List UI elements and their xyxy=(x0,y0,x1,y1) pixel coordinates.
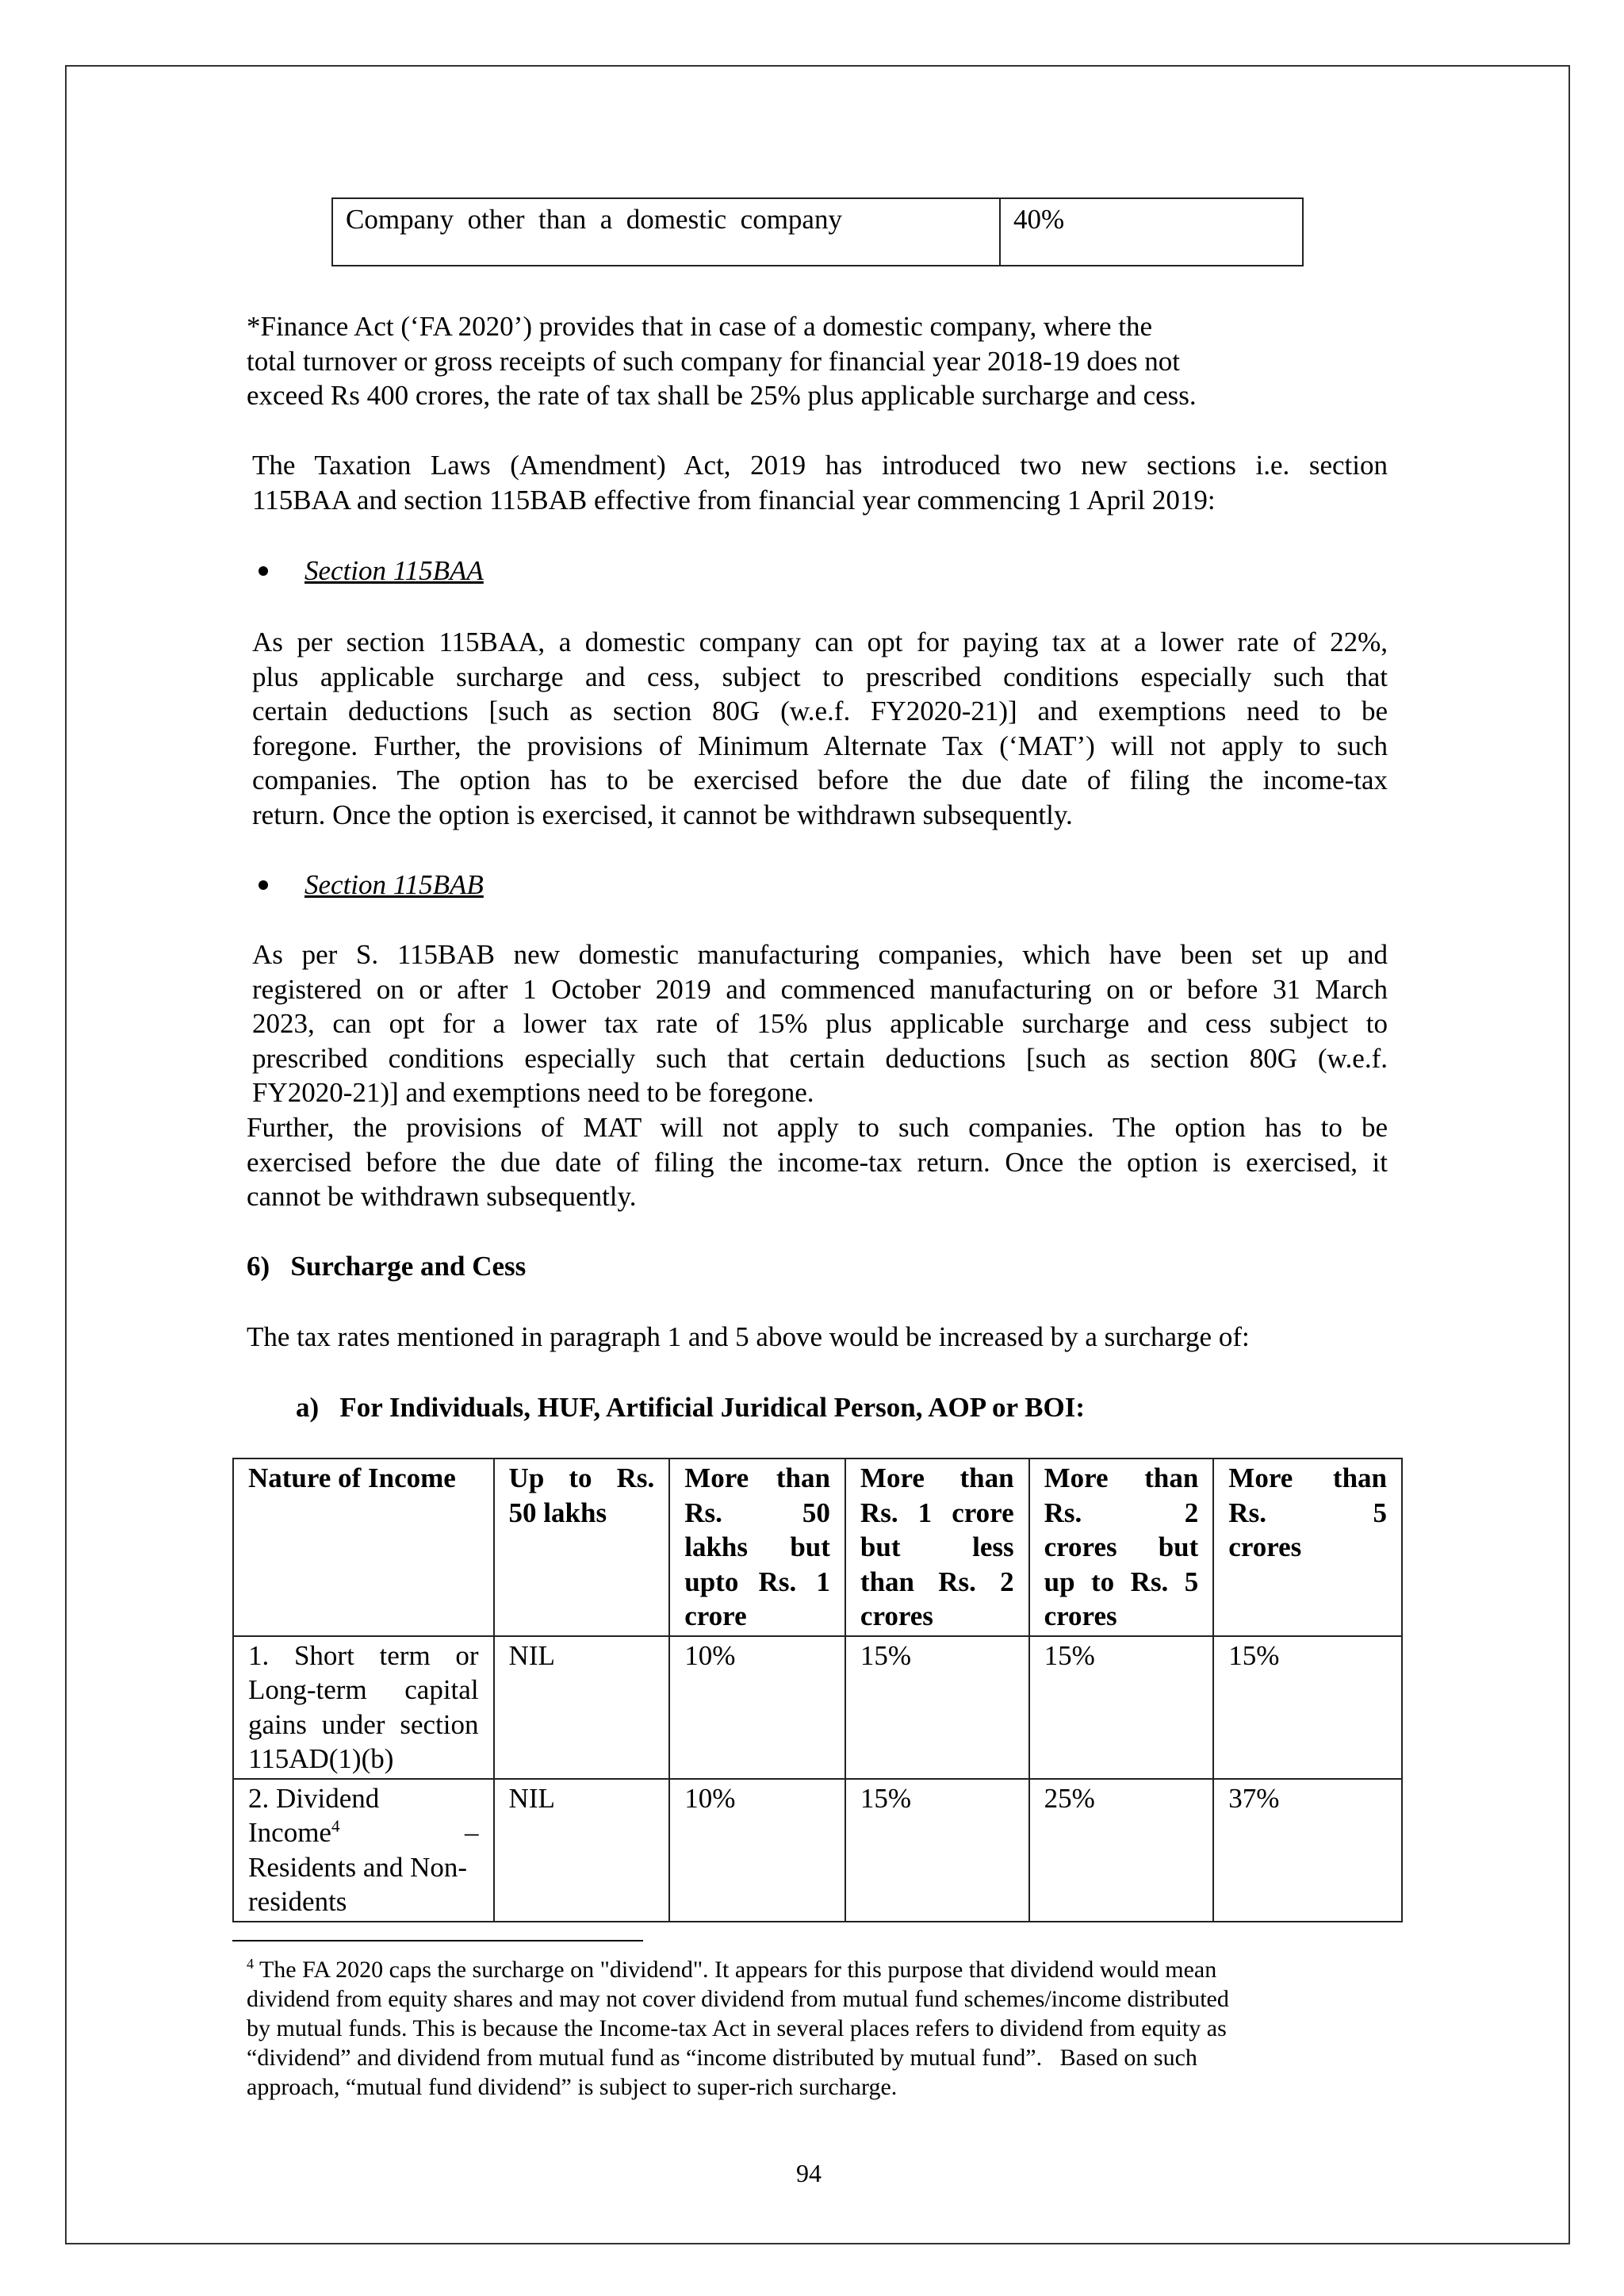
value-cell: 15% xyxy=(845,1636,1029,1779)
footnote-line: approach, “mutual fund dividend” is subject to super-rich surcharge. xyxy=(247,2074,898,2100)
header-text: up to Rs. 5 xyxy=(1044,1566,1199,1597)
header-nature-of-income xyxy=(233,1458,494,1636)
value-cell: 10% xyxy=(669,1636,845,1779)
header-text: More than xyxy=(684,1462,830,1493)
text-line: companies. The option has to be exercised before the due date of filing the income-tax xyxy=(252,765,1388,795)
cell-text: gains under section xyxy=(248,1708,479,1740)
footnote xyxy=(247,1955,1388,2102)
value-cell: 25% xyxy=(1029,1779,1214,1922)
cell-text-line xyxy=(248,1815,479,1850)
bullet-icon xyxy=(259,880,268,890)
header-text: More than xyxy=(860,1462,1014,1493)
text-line: plus applicable surcharge and cess, subject to prescribed conditions especially such that xyxy=(252,661,1388,692)
footnote-marker: 4 xyxy=(247,1956,254,1972)
header-text: Rs. 2 xyxy=(1044,1497,1199,1528)
value-cell: NIL xyxy=(494,1779,670,1922)
header-text: crores but xyxy=(1044,1531,1199,1562)
text-line: 2023, can opt for a lower tax rate of 15% plus applicable surcharge and cess subject to xyxy=(252,1008,1388,1039)
cell-text: 2. Dividend xyxy=(248,1782,380,1814)
text-line: certain deductions [such as section 80G (w.e.f. FY2020-21)] and exemptions need to be xyxy=(252,696,1388,726)
footnote-divider xyxy=(232,1940,643,1941)
value-cell: 15% xyxy=(845,1779,1029,1922)
value-cell: 15% xyxy=(1029,1636,1214,1779)
table-header-row xyxy=(233,1458,1402,1636)
table-row xyxy=(233,1636,1402,1779)
section-115bab-paragraph xyxy=(252,937,1388,1110)
header-text: Up to Rs. xyxy=(508,1462,655,1493)
text-line: return. Once the option is exercised, it cannot be withdrawn subsequently. xyxy=(252,799,1073,830)
section-115baa-heading: Section 115BAA xyxy=(304,555,484,586)
header-1-to-2-crores xyxy=(845,1458,1029,1636)
header-text: crores xyxy=(1228,1531,1302,1562)
page-number: 94 xyxy=(796,2159,822,2187)
cell-text xyxy=(248,1815,339,1850)
header-50-lakhs-to-1-crore xyxy=(669,1458,845,1636)
cell-text: Income xyxy=(248,1817,331,1848)
entity-cell: Company other than a domestic company xyxy=(332,198,1000,266)
value-cell: 10% xyxy=(669,1779,845,1922)
value-cell: NIL xyxy=(494,1636,670,1779)
header-text: Rs. 5 xyxy=(1228,1497,1387,1528)
nature-cell xyxy=(233,1779,494,1922)
section-6-heading: 6) Surcharge and Cess xyxy=(247,1251,527,1282)
table-row xyxy=(332,198,1303,266)
footnote-text: The FA 2020 caps the surcharge on "dividend". It appears for this purpose that dividend would mean xyxy=(254,1957,1217,1983)
cell-text: Residents and Non- xyxy=(248,1851,468,1883)
header-text: Nature of Income xyxy=(248,1462,456,1493)
footnote-line xyxy=(247,1955,1388,1984)
fa2020-note xyxy=(247,309,1293,413)
header-text: lakhs but xyxy=(684,1531,830,1562)
rate-cell: 40% xyxy=(1000,198,1303,266)
text-line: prescribed conditions especially such that certain deductions [such as section 80G (w.e.f. xyxy=(252,1042,1388,1074)
cell-text: Long-term capital xyxy=(248,1674,479,1705)
company-rate-table xyxy=(331,197,1304,266)
text-line: 115BAA and section 115BAB effective from financial year commencing 1 April 2019: xyxy=(252,484,1216,516)
surcharge-intro: The tax rates mentioned in paragraph 1 and 5 above would be increased by a surcharge of: xyxy=(247,1321,1250,1352)
text-line: exercised before the due date of filing the income-tax return. Once the option is exercised, it xyxy=(247,1146,1388,1178)
bullet-icon xyxy=(259,566,268,576)
value-cell: 15% xyxy=(1213,1636,1402,1779)
header-text: than Rs. 2 xyxy=(860,1566,1014,1597)
text-line: Further, the provisions of MAT will not apply to such companies. The option has to be xyxy=(247,1112,1388,1143)
table-row xyxy=(233,1779,1402,1922)
subheading-a: a) For Individuals, HUF, Artificial Juridical Person, AOP or BOI: xyxy=(296,1392,1085,1423)
header-text: crores xyxy=(860,1600,933,1631)
bullet-section-115bab xyxy=(252,868,484,902)
text-line: total turnover or gross receipts of such company for financial year 2018-19 does not xyxy=(247,345,1181,377)
cell-text: residents xyxy=(248,1886,347,1917)
section-115baa-paragraph xyxy=(252,625,1388,832)
footnote-line: dividend from equity shares and may not cover dividend from mutual fund schemes/income distributed xyxy=(247,1986,1229,2012)
header-text: crores xyxy=(1044,1600,1117,1631)
footnote-line: by mutual funds. This is because the Income-tax Act in several places refers to dividend from equity as xyxy=(247,2015,1227,2041)
text-line: exceed Rs 400 crores, the rate of tax shall be 25% plus applicable surcharge and cess. xyxy=(247,380,1197,411)
surcharge-table xyxy=(232,1458,1403,1922)
bullet-section-115baa xyxy=(252,554,484,588)
cell-text: 1. Short term or xyxy=(248,1639,479,1671)
header-text: More than xyxy=(1228,1462,1387,1493)
taxation-laws-paragraph xyxy=(252,448,1388,517)
header-up-to-50-lakhs xyxy=(494,1458,670,1636)
header-more-than-5-crores xyxy=(1213,1458,1402,1636)
footnote-ref: 4 xyxy=(331,1816,340,1836)
header-text: 50 lakhs xyxy=(508,1497,607,1528)
cell-text: 115AD(1)(b) xyxy=(248,1743,394,1774)
cell-text: – xyxy=(465,1817,479,1848)
header-text: Rs. 50 xyxy=(684,1497,830,1528)
header-text: Rs. 1 crore xyxy=(860,1497,1014,1528)
text-line: cannot be withdrawn subsequently. xyxy=(247,1181,637,1212)
footnote-line: “dividend” and dividend from mutual fund as “income distributed by mutual fund”. Based on such xyxy=(247,2045,1197,2071)
nature-cell xyxy=(233,1636,494,1779)
header-text: upto Rs. 1 xyxy=(684,1566,830,1597)
text-line: As per S. 115BAB new domestic manufacturing companies, which have been set up and xyxy=(252,939,1388,970)
section-115bab-heading: Section 115BAB xyxy=(304,869,484,900)
value-cell: 37% xyxy=(1213,1779,1402,1922)
text-line: The Taxation Laws (Amendment) Act, 2019 has introduced two new sections i.e. section xyxy=(252,450,1388,481)
text-line: *Finance Act (‘FA 2020’) provides that in case of a domestic company, where the xyxy=(247,311,1153,342)
text-line: foregone. Further, the provisions of Minimum Alternate Tax (‘MAT’) will not apply to such xyxy=(252,730,1388,761)
header-text: but less xyxy=(860,1531,1014,1562)
text-line: FY2020-21)] and exemptions need to be foregone. xyxy=(252,1077,814,1108)
header-text: crore xyxy=(684,1600,747,1631)
text-line: registered on or after 1 October 2019 and commenced manufacturing on or before 31 March xyxy=(252,973,1388,1005)
header-2-to-5-crores xyxy=(1029,1458,1214,1636)
text-line: As per section 115BAA, a domestic company can opt for paying tax at a lower rate of 22%, xyxy=(252,627,1388,657)
header-text: More than xyxy=(1044,1462,1199,1493)
mat-note-paragraph xyxy=(247,1110,1388,1214)
